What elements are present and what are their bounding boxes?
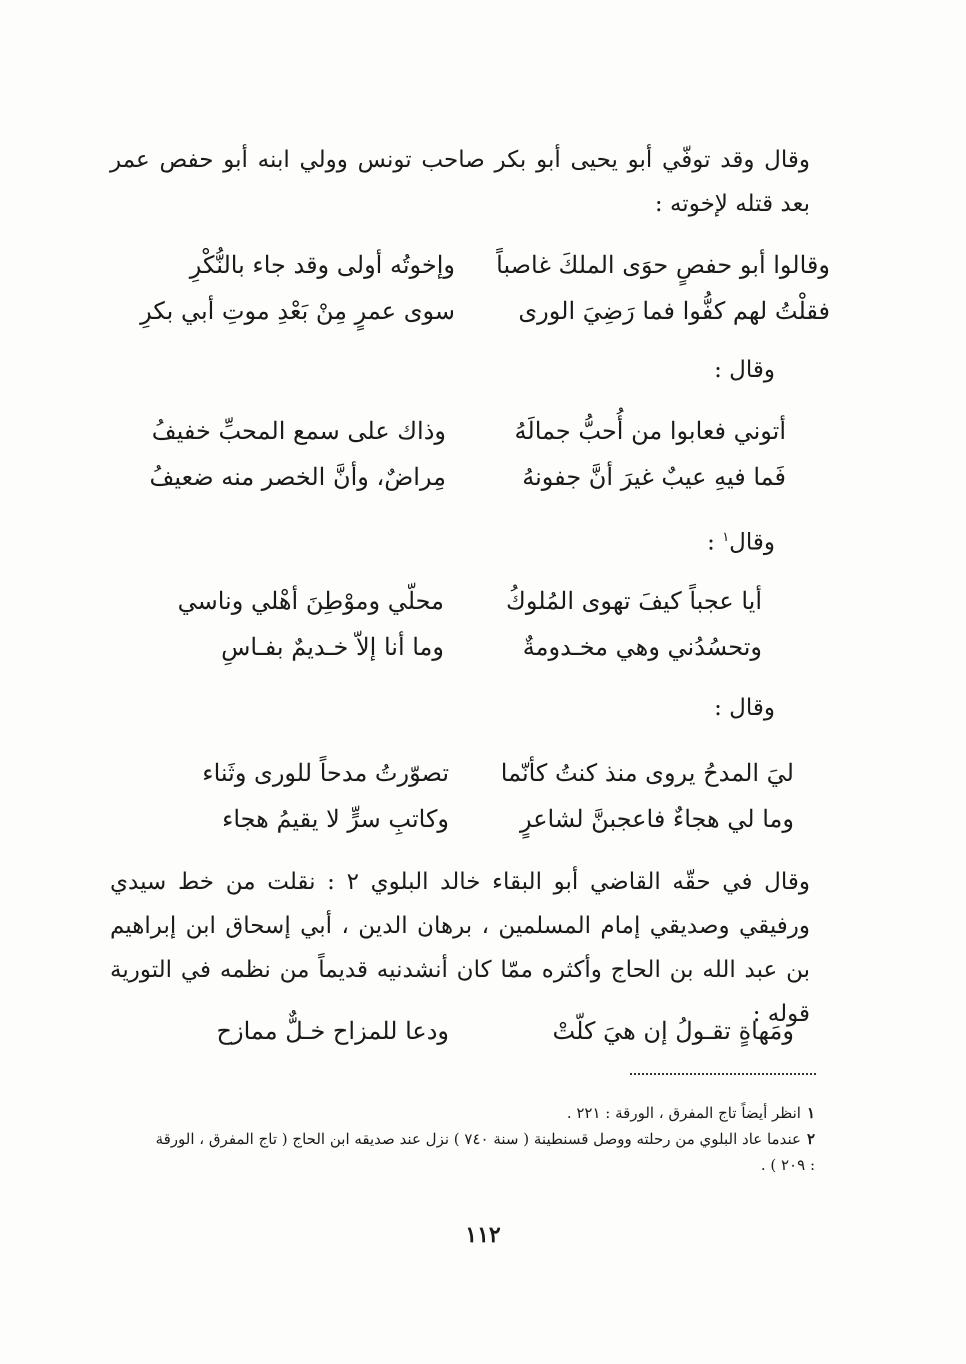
- footnote-1-number: ١: [806, 1104, 815, 1122]
- poem3-verse-1: [150, 580, 762, 622]
- poem3-verse-2-first-hemistich: وتحسُدُني وهي مخـدومةٌ: [522, 633, 762, 661]
- poem4-verse-1-second-hemistich: تصوّرتُ مدحاً للورى وثَناء: [202, 759, 449, 787]
- poem2-verse-2: [110, 456, 786, 498]
- intro-paragraph: وقال وقد توفّي أبو يحيى أبو بكر صاحب تونس وولي ابنه أبو حفص عمر بعد قتله لإخوته :: [110, 147, 810, 217]
- poem3-verse-2: [150, 626, 762, 668]
- poem5-verse-1: [130, 1010, 794, 1052]
- poem1-verse-1: [110, 244, 830, 286]
- footnote-2-number: ٢: [806, 1130, 815, 1148]
- poem1-verse-2: [110, 290, 830, 332]
- said-heading-2: وقال :: [714, 357, 775, 383]
- poem5-verse-1-first-hemistich: ومَهاةٍ تقـولُ إن هيَ كلّتْ: [552, 1017, 794, 1045]
- poem2-verse-2-first-hemistich: فَما فيهِ عيبٌ غيرَ أنَّ جفونهُ: [522, 463, 786, 491]
- footnote-1-text: انظر أيضاً تاج المفرق ، الورقة : ٢٢١ .: [566, 1104, 801, 1122]
- poem4-verse-1: [130, 752, 794, 794]
- said-heading-3: [600, 518, 775, 563]
- poem3-verse-1-second-hemistich: محلّي وموْطِنَ أهْلي وناسي: [177, 587, 444, 615]
- footnote-2-text: عندما عاد البلوي من رحلته ووصل قسنطينة ( سنة ٧٤٠ ) نزل عند صديقه ابن الحاج ( تاج المفرق ، الورقة : ٢٠٩ ) .: [155, 1130, 815, 1174]
- footnote-2: [150, 1126, 815, 1178]
- poem4-verse-2: [130, 798, 794, 840]
- poem4-verse-2-second-hemistich: وكاتبِ سرٍّ لا يقيمُ هجاء: [222, 805, 449, 833]
- poem3-verse-2-second-hemistich: وما أنا إلاّ خـديمٌ بفـاسِ: [221, 633, 444, 661]
- poem2-verse-2-second-hemistich: مِراضٌ، وأنَّ الخصر منه ضعيفُ: [149, 463, 446, 491]
- said-heading-3-colon: :: [707, 529, 723, 556]
- qadi-paragraph: وقال في حقّه القاضي أبو البقاء خالد البلوي ٢ : نقلت من خط سيدي ورفيقي وصديقي إمام المسلمين ، برهان الدين ، أبي إسحاق ابن إبراهيم بن عبد الله بن الحاج وأكثره ممّا كان أنشدنيه قديماً من نظمه في التورية قوله :: [110, 869, 810, 1027]
- footnote-separator: [630, 1073, 816, 1075]
- said-heading-3-text: وقال: [729, 529, 775, 556]
- page-number: ١١٢: [465, 1222, 501, 1248]
- poem4-verse-1-first-hemistich: ليَ المدحُ يروى منذ كنتُ كأنّما: [500, 759, 794, 787]
- footnotes: [150, 1100, 815, 1178]
- poem1-verse-2-first-hemistich: فقلْتُ لهم كفُّوا فما رَضِيَ الورى: [518, 297, 830, 325]
- poem1-verse-1-first-hemistich: وقالوا أبو حفصٍ حوَى الملكَ غاصباً: [496, 251, 830, 279]
- footnote-ref-1: ١: [722, 530, 730, 545]
- poem4-verse-2-first-hemistich: وما لي هجاءٌ فاعجبنَّ لشاعرٍ: [519, 805, 794, 833]
- poem2-verse-1: [110, 410, 786, 452]
- poem1-verse-1-second-hemistich: وإخوتُه أولى وقد جاء بالنُّكْرِ: [189, 251, 455, 279]
- poem5-verse-1-second-hemistich: ودعا للمزاح خـلٌّ ممازح: [216, 1017, 449, 1045]
- footnote-1: [150, 1100, 815, 1126]
- poem2-verse-1-first-hemistich: أتوني فعابوا من أُحبُّ جمالَهُ: [514, 417, 786, 445]
- poem3-verse-1-first-hemistich: أيا عجباً كيفَ تهوى المُلوكُ: [506, 587, 762, 615]
- poem1-verse-2-second-hemistich: سوى عمرٍ مِنْ بَعْدِ موتِ أبي بكرِ: [140, 297, 455, 325]
- said-heading-4: وقال :: [714, 695, 775, 721]
- poem2-verse-1-second-hemistich: وذاك على سمع المحبِّ خفيفُ: [151, 417, 446, 445]
